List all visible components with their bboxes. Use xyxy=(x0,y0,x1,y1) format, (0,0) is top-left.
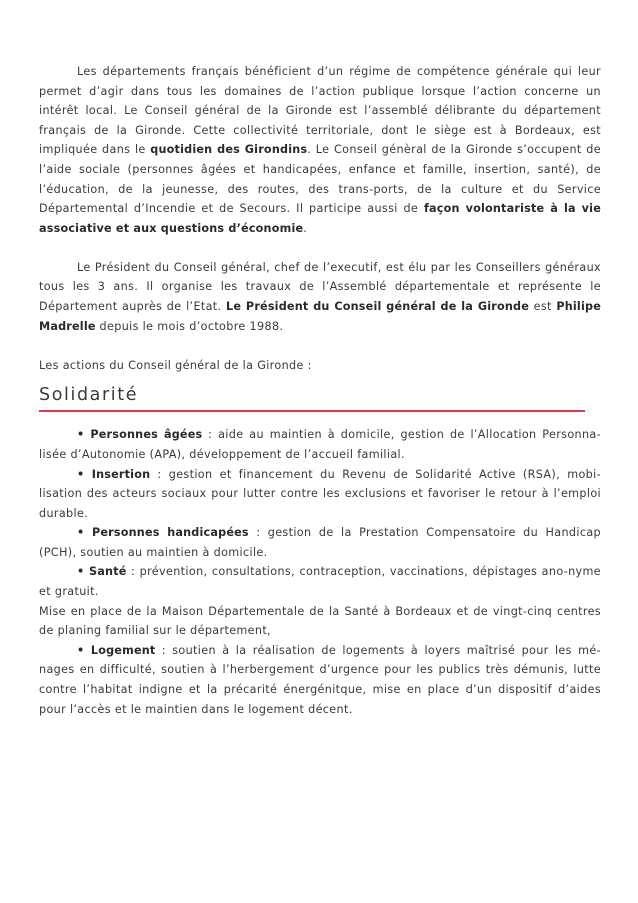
intro-bold-1: quotidien des Girondins xyxy=(150,143,308,157)
president-paragraph xyxy=(39,258,601,336)
president-text-3: depuis le mois d’octobre 1988. xyxy=(95,319,284,333)
president-text-2: est xyxy=(529,300,557,314)
list-item xyxy=(39,523,601,562)
intro-text-3: . xyxy=(303,221,308,235)
list-item-text: : gestion de la Prestation Compensatoire du Handicap (PCH), soutien au maintien à domicile. xyxy=(39,526,601,559)
list-item-text: Mise en place de la Maison Départementale de la Santé à Bordeaux et de vingt-cinq centres de planing familial sur le département, xyxy=(39,604,601,638)
intro-text-2: . Le Conseil génèral de la Gironde s’occupent de l’aide sociale (personnes âgées et handicapées, enfance et famille, insertion, santé), de l’éducation, de la jeunesse, des routes, des trans-ports, de la culture et du Service Départemental d’Incendie et de Secours. Il participe aussi de xyxy=(39,143,601,216)
president-text-1: Le Président du Conseil général, chef de l’executif, est élu par les Conseillers généraux tous les 3 ans. Il organise les travaux de l’Assemblé départementale et représente le Département auprès de l’Etat. xyxy=(39,260,601,314)
paragraph-gap xyxy=(39,238,601,258)
list-item-label: • Personnes âgées xyxy=(77,428,203,442)
list-item-text: : aide au maintien à domicile, gestion de l’Allocation Personna-lisée d’Autonomie (APA), développement de l’accueil familial. xyxy=(39,428,601,461)
list-item-continuation xyxy=(39,602,601,641)
list-item-text: : soutien à la réalisation de logements à loyers maîtrisé pour les mé-nages en difficulté, soutien à l’herbergement d’urgence pour les publics très démunis, lutte contre l’habitat indigne et la précarité énergénitque, mise en place d’un dispositif d’aides pour l’accès et le maintien dans le logement décent. xyxy=(39,643,602,716)
intro-paragraph xyxy=(39,62,601,238)
list-item-text: : gestion et financement du Revenu de Solidarité Active (RSA), mobi-lisation des acteurs sociaux pour lutter contre les exclusions et favoriser le retour à l’emploi durable. xyxy=(39,467,601,520)
president-bold-1: Le Président du Conseil général de la Gironde xyxy=(226,300,530,314)
intro-text-1: Les départements français bénéficient d’un régime de compétence générale qui leur permet d’agir dans tous les domaines de l’action publique lorsque l’action concerne un intérêt local. Le Conseil général de la Gironde est l’assemblé délibrante du département français de la Gironde. Cette collectivité territoriale, dont le siège est à Bordeaux, est impliquée dans le xyxy=(39,65,601,157)
paragraph-gap xyxy=(39,336,601,356)
president-bold-2: Philipe Madrelle xyxy=(39,300,601,333)
section-divider xyxy=(39,410,585,412)
list-item xyxy=(39,562,601,601)
list-item-text: : prévention, consultations, contraception, vaccinations, dépistages ano-nyme et gratuit. xyxy=(39,565,602,599)
list-item-label: • Logement xyxy=(77,643,156,657)
list-item xyxy=(39,465,601,524)
list-item xyxy=(39,641,601,719)
actions-intro: Les actions du Conseil général de la Gironde : xyxy=(39,358,312,372)
list-item xyxy=(39,425,601,464)
list-item-label: • Personnes handicapées xyxy=(77,526,249,540)
list-item-label: • Insertion xyxy=(77,467,151,481)
list-item-label: • Santé xyxy=(77,565,127,579)
document-page xyxy=(39,62,601,719)
section-title: Solidarité xyxy=(39,385,139,406)
intro-bold-2: façon volontariste à la vie associative et aux questions d’économie xyxy=(39,202,601,235)
